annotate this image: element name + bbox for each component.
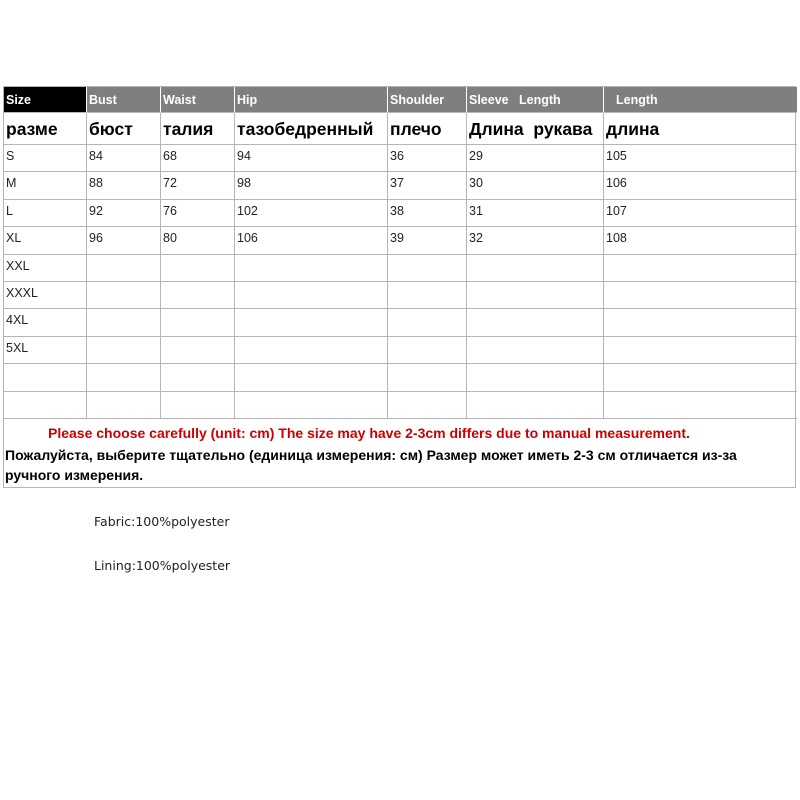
size-cell: XXXL <box>4 282 87 309</box>
table-row <box>4 392 795 419</box>
measurement-cell <box>235 309 388 336</box>
measurement-cell <box>161 255 235 282</box>
measurement-cell <box>235 364 388 391</box>
header-sleeve-length: Sleeve Length <box>467 87 604 113</box>
measurement-cell <box>161 364 235 391</box>
note-english: Please choose carefully (unit: cm) The size may have 2-3cm differs due to manual measurement. <box>48 425 690 441</box>
measurement-cell: 29 <box>467 145 604 172</box>
header-ru-shoulder: плечо <box>388 113 467 145</box>
measurement-cell <box>235 282 388 309</box>
header-size: Size <box>4 87 87 113</box>
measurement-cell <box>87 255 161 282</box>
measurement-cell: 80 <box>161 227 235 254</box>
measurement-cell: 32 <box>467 227 604 254</box>
measurement-cell: 76 <box>161 200 235 227</box>
header-hip: Hip <box>235 87 388 113</box>
table-row <box>4 309 795 336</box>
measurement-cell <box>235 255 388 282</box>
measurement-note <box>4 419 795 487</box>
measurement-cell <box>161 282 235 309</box>
size-cell: S <box>4 145 87 172</box>
size-cell <box>4 364 87 391</box>
header-shoulder: Shoulder <box>388 87 467 113</box>
measurement-cell: 38 <box>388 200 467 227</box>
measurement-cell: 107 <box>604 200 797 227</box>
table-row <box>4 364 795 391</box>
measurement-cell <box>87 282 161 309</box>
measurement-cell <box>161 309 235 336</box>
measurement-cell <box>87 364 161 391</box>
measurement-cell: 106 <box>235 227 388 254</box>
measurement-cell: 105 <box>604 145 797 172</box>
measurement-cell: 31 <box>467 200 604 227</box>
measurement-cell <box>388 392 467 419</box>
measurement-cell <box>388 337 467 364</box>
measurement-cell <box>388 309 467 336</box>
measurement-cell <box>467 337 604 364</box>
measurement-cell <box>87 309 161 336</box>
size-cell <box>4 392 87 419</box>
measurement-cell: 37 <box>388 172 467 199</box>
measurement-cell: 108 <box>604 227 797 254</box>
measurement-cell <box>235 337 388 364</box>
measurement-cell <box>604 282 797 309</box>
header-bust: Bust <box>87 87 161 113</box>
measurement-cell <box>467 309 604 336</box>
measurement-cell: 30 <box>467 172 604 199</box>
measurement-cell: 106 <box>604 172 797 199</box>
size-cell: 5XL <box>4 337 87 364</box>
size-cell: 4XL <box>4 309 87 336</box>
measurement-cell <box>604 364 797 391</box>
measurement-cell: 92 <box>87 200 161 227</box>
table-row <box>4 200 795 227</box>
note-russian: Пожалуйста, выберите тщательно (единица измерения: см) Размер может иметь 2-3 см отличается из-за ручного измерения. <box>5 447 737 483</box>
size-cell: XL <box>4 227 87 254</box>
size-chart-table <box>3 86 796 488</box>
measurement-cell: 72 <box>161 172 235 199</box>
table-row <box>4 282 795 309</box>
measurement-cell <box>467 282 604 309</box>
measurement-cell <box>161 337 235 364</box>
measurement-cell <box>388 282 467 309</box>
measurement-cell <box>604 337 797 364</box>
header-ru-sleeve-length: Длина рукава <box>467 113 604 145</box>
measurement-cell <box>235 392 388 419</box>
measurement-cell: 102 <box>235 200 388 227</box>
header-row-english <box>4 87 795 113</box>
header-ru-waist: талия <box>161 113 235 145</box>
measurement-cell <box>161 392 235 419</box>
header-ru-hip: тазобедренный <box>235 113 388 145</box>
measurement-cell: 98 <box>235 172 388 199</box>
table-row <box>4 255 795 282</box>
measurement-cell: 88 <box>87 172 161 199</box>
measurement-cell <box>467 255 604 282</box>
measurement-cell: 84 <box>87 145 161 172</box>
table-row <box>4 145 795 172</box>
header-row-russian <box>4 113 795 145</box>
header-ru-size: разме <box>4 113 87 145</box>
header-length: Length <box>604 87 797 113</box>
lining-composition: Lining:100%polyester <box>94 558 231 573</box>
measurement-cell <box>604 392 797 419</box>
measurement-cell: 68 <box>161 145 235 172</box>
measurement-cell: 36 <box>388 145 467 172</box>
measurement-cell: 96 <box>87 227 161 254</box>
size-cell: XXL <box>4 255 87 282</box>
fabric-composition: Fabric:100%polyester <box>94 514 230 529</box>
measurement-cell: 94 <box>235 145 388 172</box>
measurement-cell <box>87 392 161 419</box>
header-waist: Waist <box>161 87 235 113</box>
measurement-cell <box>604 309 797 336</box>
table-row <box>4 172 795 199</box>
measurement-cell <box>467 364 604 391</box>
measurement-cell <box>388 364 467 391</box>
measurement-cell <box>388 255 467 282</box>
measurement-cell <box>604 255 797 282</box>
measurement-cell <box>467 392 604 419</box>
size-cell: M <box>4 172 87 199</box>
header-ru-bust: бюст <box>87 113 161 145</box>
measurement-cell: 39 <box>388 227 467 254</box>
table-row <box>4 227 795 254</box>
table-row <box>4 337 795 364</box>
measurement-cell <box>87 337 161 364</box>
size-cell: L <box>4 200 87 227</box>
header-ru-length: длина <box>604 113 797 145</box>
